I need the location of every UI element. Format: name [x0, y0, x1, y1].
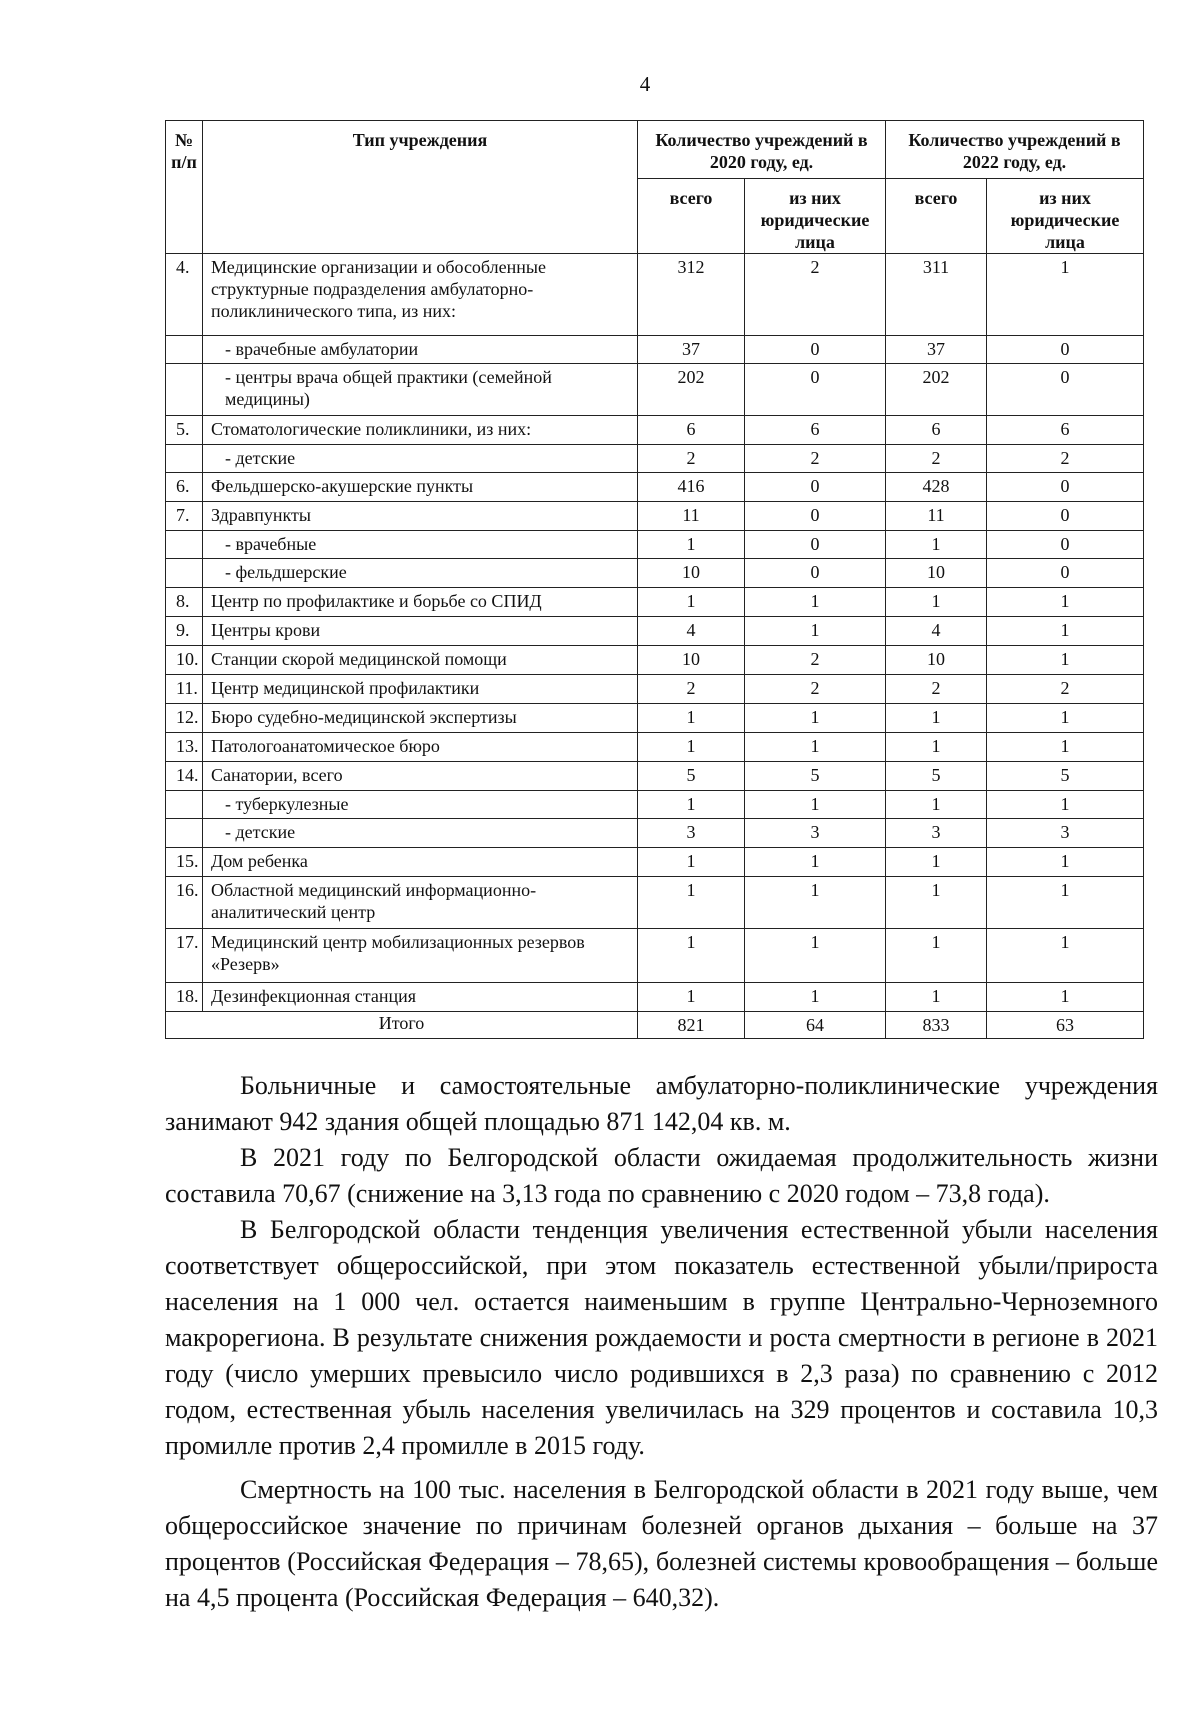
cell-v2020: 1 — [638, 983, 745, 1012]
cell-v2020: 1 — [638, 733, 745, 762]
cell-l2020: 3 — [745, 819, 886, 848]
cell-l2022: 2 — [987, 445, 1144, 473]
cell-v2022: 6 — [886, 416, 987, 445]
cell-l2022: 2 — [987, 675, 1144, 704]
cell-l2020: 0 — [745, 364, 886, 416]
table-row — [166, 531, 1144, 559]
header-2020-legal: из них юридические лица — [745, 179, 886, 254]
cell-l2020: 1 — [745, 877, 886, 929]
row-name-text: - врачебные амбулатории — [225, 339, 419, 359]
row-number: 16. — [166, 877, 203, 929]
table-row — [166, 675, 1144, 704]
header-2020: Количество учреждений в 2020 году, ед. — [638, 121, 886, 179]
cell-l2022: 1 — [987, 646, 1144, 675]
cell-l2022: 1 — [987, 704, 1144, 733]
cell-l2020: 0 — [745, 473, 886, 502]
cell-v2022: 1 — [886, 929, 987, 983]
row-name-text: Патологоанатомическое бюро — [211, 736, 440, 756]
row-name-text: Центры крови — [211, 620, 321, 640]
header-2022-total: всего — [886, 179, 987, 254]
table-row — [166, 336, 1144, 364]
row-name — [203, 877, 638, 929]
total-2022-legal: 63 — [987, 1012, 1144, 1039]
cell-v2020: 1 — [638, 877, 745, 929]
cell-l2020: 5 — [745, 762, 886, 791]
cell-v2020: 1 — [638, 531, 745, 559]
cell-v2022: 1 — [886, 848, 987, 877]
cell-v2022: 10 — [886, 646, 987, 675]
cell-l2020: 0 — [745, 559, 886, 588]
cell-v2020: 11 — [638, 502, 745, 531]
row-name-text: Центр медицинской профилактики — [211, 678, 480, 698]
cell-l2022: 1 — [987, 254, 1144, 336]
table-row — [166, 364, 1144, 416]
row-number: 18. — [166, 983, 203, 1012]
row-name-text: Станции скорой медицинской помощи — [211, 649, 507, 669]
row-name — [203, 336, 638, 364]
row-name — [203, 617, 638, 646]
cell-l2020: 0 — [745, 336, 886, 364]
cell-l2022: 0 — [987, 531, 1144, 559]
cell-l2022: 0 — [987, 364, 1144, 416]
row-name-text: - детские — [225, 822, 296, 842]
table-row — [166, 646, 1144, 675]
page-number: 4 — [639, 72, 651, 96]
cell-l2022: 0 — [987, 559, 1144, 588]
row-number: 5. — [166, 416, 203, 445]
cell-l2020: 1 — [745, 848, 886, 877]
table-row — [166, 502, 1144, 531]
row-name-text: Санатории, всего — [211, 765, 343, 785]
cell-v2022: 1 — [886, 704, 987, 733]
row-name-text: Областной медицинский информационно-аналитический центр — [211, 880, 537, 922]
paragraph: Смертность на 100 тыс. населения в Белгородской области в 2021 году выше, чем общероссийское значение по причинам болезней органов дыхания – больше на 37 процентов (Российская Федерация – 78,65), болезней системы кровообращения – больше на 4,5 процента (Российская Федерация – 640,32). — [165, 1475, 1158, 1612]
row-name-text: Дом ребенка — [211, 851, 308, 871]
cell-v2022: 311 — [886, 254, 987, 336]
table-row — [166, 473, 1144, 502]
cell-v2020: 202 — [638, 364, 745, 416]
table-row — [166, 762, 1144, 791]
table-row — [166, 588, 1144, 617]
row-name — [203, 364, 638, 416]
cell-v2022: 11 — [886, 502, 987, 531]
cell-l2022: 1 — [987, 733, 1144, 762]
cell-v2022: 2 — [886, 445, 987, 473]
cell-l2022: 1 — [987, 617, 1144, 646]
cell-l2020: 1 — [745, 733, 886, 762]
header-type: Тип учреждения — [203, 121, 638, 254]
row-number: 12. — [166, 704, 203, 733]
cell-l2020: 1 — [745, 704, 886, 733]
row-name-text: - туберкулезные — [225, 794, 349, 814]
cell-v2020: 3 — [638, 819, 745, 848]
cell-v2020: 1 — [638, 929, 745, 983]
row-number — [166, 445, 203, 473]
cell-v2022: 10 — [886, 559, 987, 588]
table-row — [166, 877, 1144, 929]
row-name — [203, 473, 638, 502]
row-number: 7. — [166, 502, 203, 531]
row-number — [166, 819, 203, 848]
table-row — [166, 733, 1144, 762]
cell-v2022: 1 — [886, 733, 987, 762]
cell-v2022: 1 — [886, 791, 987, 819]
cell-v2022: 5 — [886, 762, 987, 791]
cell-v2020: 2 — [638, 675, 745, 704]
total-label: Итого — [166, 1012, 638, 1039]
cell-l2020: 2 — [745, 445, 886, 473]
cell-l2020: 1 — [745, 617, 886, 646]
cell-l2022: 1 — [987, 877, 1144, 929]
paragraph: В Белгородской области тенденция увеличения естественной убыли населения соответствует общероссийской, при этом показатель естественной убыли/прироста населения на 1 000 чел. остается наименьшим в группе Центрально-Черноземного макрорегиона. В результате снижения рождаемости и роста смертности в регионе в 2021 году (число умерших превысило число родившихся в 2,3 раза) по сравнению с 2012 годом, естественная убыль населения увеличилась на 329 процентов и составила 10,3 промилле против 2,4 промилле в 2015 году. — [165, 1215, 1158, 1460]
cell-v2022: 428 — [886, 473, 987, 502]
cell-v2022: 37 — [886, 336, 987, 364]
row-name — [203, 416, 638, 445]
row-number — [166, 559, 203, 588]
cell-v2020: 5 — [638, 762, 745, 791]
cell-v2020: 1 — [638, 704, 745, 733]
row-name-text: Медицинские организации и обособленные структурные подразделения амбулаторно-поликлинического типа, из них: — [211, 257, 546, 321]
cell-v2022: 2 — [886, 675, 987, 704]
cell-l2022: 0 — [987, 502, 1144, 531]
row-number — [166, 531, 203, 559]
row-number: 15. — [166, 848, 203, 877]
header-2022: Количество учреждений в 2022 году, ед. — [886, 121, 1144, 179]
row-name — [203, 848, 638, 877]
row-name — [203, 646, 638, 675]
row-number: 17. — [166, 929, 203, 983]
total-2022: 833 — [886, 1012, 987, 1039]
row-name — [203, 559, 638, 588]
table-row — [166, 704, 1144, 733]
total-2020-legal: 64 — [745, 1012, 886, 1039]
cell-v2020: 312 — [638, 254, 745, 336]
cell-l2022: 1 — [987, 848, 1144, 877]
cell-l2022: 1 — [987, 791, 1144, 819]
row-name — [203, 929, 638, 983]
cell-l2020: 1 — [745, 588, 886, 617]
paragraph: Больничные и самостоятельные амбулаторно-поликлинические учреждения занимают 942 здания общей площадью 871 142,04 кв. м. — [165, 1071, 1158, 1136]
cell-l2020: 6 — [745, 416, 886, 445]
row-name — [203, 445, 638, 473]
cell-v2022: 1 — [886, 877, 987, 929]
row-name — [203, 791, 638, 819]
row-number — [166, 364, 203, 416]
row-name — [203, 733, 638, 762]
cell-l2022: 0 — [987, 336, 1144, 364]
row-name — [203, 819, 638, 848]
cell-v2022: 4 — [886, 617, 987, 646]
total-2020: 821 — [638, 1012, 745, 1039]
row-number — [166, 791, 203, 819]
row-name-text: - детские — [225, 448, 296, 468]
header-2020-total: всего — [638, 179, 745, 254]
cell-l2020: 0 — [745, 531, 886, 559]
row-name-text: Бюро судебно-медицинской экспертизы — [211, 707, 517, 727]
cell-v2020: 10 — [638, 559, 745, 588]
table-row — [166, 983, 1144, 1012]
cell-v2020: 1 — [638, 848, 745, 877]
cell-l2020: 2 — [745, 254, 886, 336]
table-row — [166, 617, 1144, 646]
row-name — [203, 588, 638, 617]
row-name-text: Медицинский центр мобилизационных резервов «Резерв» — [211, 932, 585, 974]
table-row — [166, 791, 1144, 819]
table-row — [166, 559, 1144, 588]
cell-v2022: 1 — [886, 588, 987, 617]
cell-l2022: 1 — [987, 929, 1144, 983]
row-name — [203, 704, 638, 733]
table-row — [166, 416, 1144, 445]
row-name — [203, 531, 638, 559]
row-name — [203, 502, 638, 531]
cell-v2022: 3 — [886, 819, 987, 848]
cell-v2020: 416 — [638, 473, 745, 502]
table-row — [166, 929, 1144, 983]
row-name-text: Фельдшерско-акушерские пункты — [211, 476, 474, 496]
header-2022-legal: из них юридические лица — [987, 179, 1144, 254]
row-number: 11. — [166, 675, 203, 704]
cell-v2020: 2 — [638, 445, 745, 473]
institutions-table — [165, 120, 1144, 1039]
cell-l2022: 3 — [987, 819, 1144, 848]
row-name-text: - врачебные — [225, 534, 317, 554]
row-number: 6. — [166, 473, 203, 502]
cell-l2020: 2 — [745, 646, 886, 675]
row-name-text: Центр по профилактике и борьбе со СПИД — [211, 591, 542, 611]
table-row — [166, 819, 1144, 848]
row-number: 4. — [166, 254, 203, 336]
cell-l2020: 1 — [745, 929, 886, 983]
paragraph: В 2021 году по Белгородской области ожидаемая продолжительность жизни составила 70,67 (снижение на 3,13 года по сравнению с 2020 годом – 73,8 года). — [165, 1143, 1158, 1208]
header-no: № п/п — [166, 121, 203, 254]
cell-v2022: 202 — [886, 364, 987, 416]
cell-v2020: 1 — [638, 791, 745, 819]
row-number: 14. — [166, 762, 203, 791]
cell-v2020: 1 — [638, 588, 745, 617]
cell-v2020: 37 — [638, 336, 745, 364]
cell-v2020: 6 — [638, 416, 745, 445]
table-row — [166, 254, 1144, 336]
cell-l2020: 1 — [745, 791, 886, 819]
row-name — [203, 675, 638, 704]
cell-v2022: 1 — [886, 983, 987, 1012]
row-name-text: - фельдшерские — [225, 562, 347, 582]
row-name — [203, 762, 638, 791]
table-row — [166, 445, 1144, 473]
cell-l2020: 1 — [745, 983, 886, 1012]
cell-l2022: 5 — [987, 762, 1144, 791]
row-name — [203, 983, 638, 1012]
cell-l2022: 6 — [987, 416, 1144, 445]
cell-l2022: 0 — [987, 473, 1144, 502]
cell-v2020: 10 — [638, 646, 745, 675]
cell-v2022: 1 — [886, 531, 987, 559]
row-number: 8. — [166, 588, 203, 617]
cell-l2020: 0 — [745, 502, 886, 531]
row-name-text: Стоматологические поликлиники, из них: — [211, 419, 532, 439]
row-name-text: Дезинфекционная станция — [211, 986, 417, 1006]
cell-v2020: 4 — [638, 617, 745, 646]
body-text — [165, 1068, 1158, 1616]
table-row — [166, 848, 1144, 877]
row-number: 9. — [166, 617, 203, 646]
row-number: 10. — [166, 646, 203, 675]
row-name-text: Здравпункты — [211, 505, 311, 525]
row-name-text: - центры врача общей практики (семейной медицины) — [225, 367, 552, 409]
cell-l2022: 1 — [987, 588, 1144, 617]
cell-l2022: 1 — [987, 983, 1144, 1012]
cell-l2020: 2 — [745, 675, 886, 704]
row-name — [203, 254, 638, 336]
row-number — [166, 336, 203, 364]
row-number: 13. — [166, 733, 203, 762]
